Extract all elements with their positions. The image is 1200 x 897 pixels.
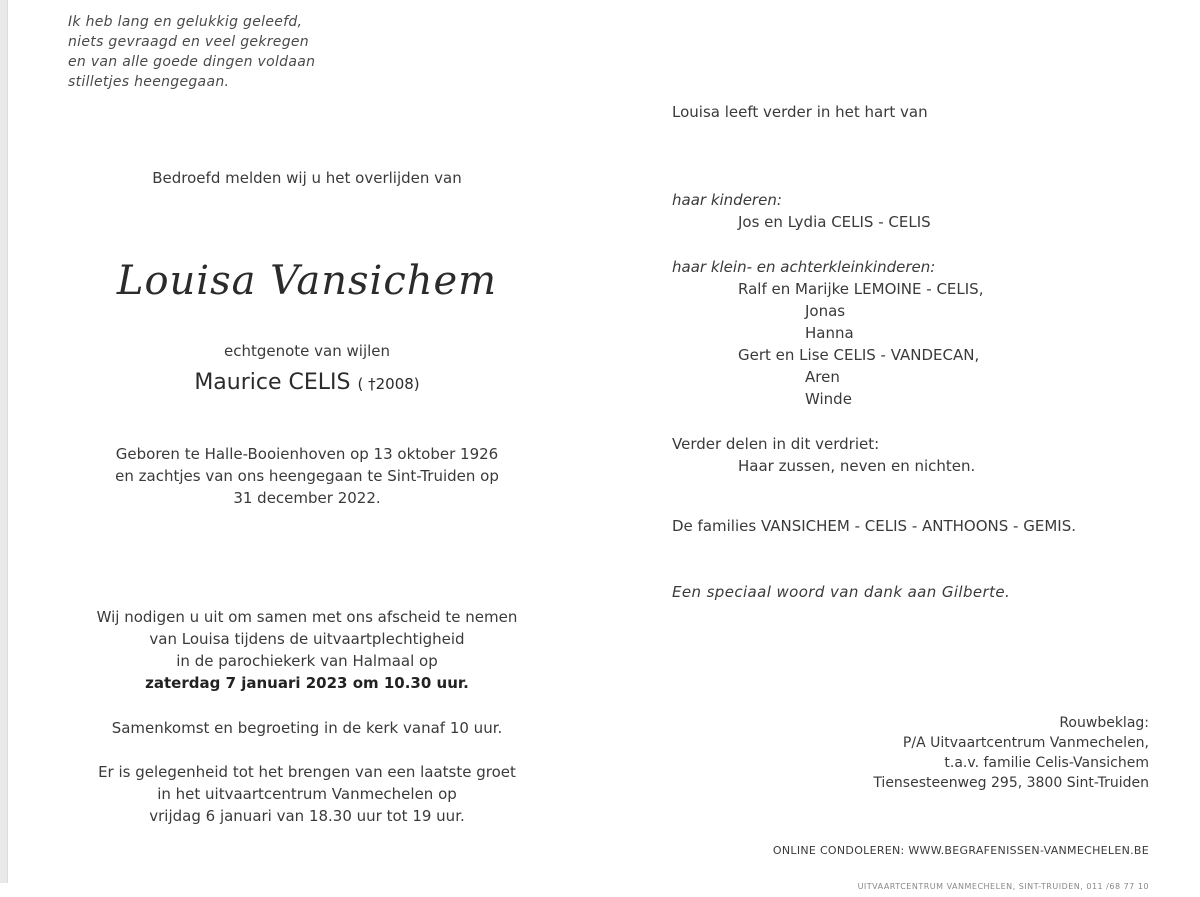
online-condolence: ONLINE CONDOLEREN: WWW.BEGRAFENISSEN-VANMECHELEN.BE <box>772 844 1149 857</box>
further-section <box>672 433 1152 477</box>
text-line: Geboren te Halle-Booienhoven op 13 oktober 1926 <box>115 445 499 463</box>
condolence-address <box>873 713 1149 793</box>
grandchild-line: Winde <box>805 390 852 408</box>
grandchildren-label: haar klein- en achterkleinkinderen: <box>672 258 936 276</box>
funeral-date: zaterdag 7 januari 2023 om 10.30 uur. <box>145 674 469 692</box>
address-line: Tiensesteenweg 295, 3800 Sint-Truiden <box>873 775 1149 791</box>
spouse-death-year: ( †2008) <box>357 375 420 393</box>
poem-line: niets gevraagd en veel gekregen <box>68 34 309 50</box>
text-line: Wij nodigen u uit om samen met ons afscheid te nemen <box>96 608 518 626</box>
grandchild-line: Aren <box>805 368 840 386</box>
page-edge <box>0 0 8 883</box>
invitation <box>57 606 557 694</box>
poem-line: en van alle goede dingen voldaan <box>68 54 316 70</box>
text-line: in de parochiekerk van Halmaal op <box>176 652 438 670</box>
spouse <box>57 370 557 395</box>
text-line: Er is gelegenheid tot het brengen van een laatste groet <box>98 763 516 781</box>
greeting-text <box>57 761 557 827</box>
grandchild-line: Hanna <box>805 324 854 342</box>
spouse-name: Maurice CELIS <box>194 370 351 395</box>
address-line: P/A Uitvaartcentrum Vanmechelen, <box>902 735 1149 751</box>
footer-text: UITVAARTCENTRUM VANMECHELEN, SINT-TRUIDEN, 011 /68 77 10 <box>857 882 1149 891</box>
grandchildren-section <box>672 256 1152 410</box>
children-label: haar kinderen: <box>672 191 782 209</box>
poem-line: Ik heb lang en gelukkig geleefd, <box>68 14 303 30</box>
deceased-name: Louisa Vansichem <box>116 258 498 304</box>
meeting-text: Samenkomst en begroeting in de kerk vanaf 10 uur. <box>111 719 503 737</box>
birth-death-text <box>57 443 557 509</box>
text-line: in het uitvaartcentrum Vanmechelen op <box>157 785 457 803</box>
announcement: Bedroefd melden wij u het overlijden van <box>152 169 462 187</box>
children-section <box>672 189 1152 233</box>
grandchild-line: Jonas <box>805 302 846 320</box>
poem-line: stilletjes heengegaan. <box>68 74 230 90</box>
text-line: van Louisa tijdens de uitvaartplechtigheid <box>149 630 465 648</box>
text-line: 31 december 2022. <box>233 489 381 507</box>
text-line: vrijdag 6 januari van 18.30 uur tot 19 uur. <box>149 807 465 825</box>
thanks: Een speciaal woord van dank aan Gilberte. <box>672 583 1011 601</box>
grandchild-line: Ralf en Marijke LEMOINE - CELIS, <box>738 280 984 298</box>
poem <box>68 12 315 92</box>
address-line: Rouwbeklag: <box>1059 715 1149 731</box>
address-line: t.a.v. familie Celis-Vansichem <box>944 755 1149 771</box>
spouse-intro: echtgenote van wijlen <box>223 342 391 360</box>
grandchild-line: Gert en Lise CELIS - VANDECAN, <box>738 346 980 364</box>
children-names: Jos en Lydia CELIS - CELIS <box>738 213 931 231</box>
further-names: Haar zussen, neven en nichten. <box>738 457 976 475</box>
lives-on: Louisa leeft verder in het hart van <box>672 103 928 121</box>
further-label: Verder delen in dit verdriet: <box>672 435 880 453</box>
text-line: en zachtjes van ons heengegaan te Sint-Truiden op <box>115 467 499 485</box>
families: De families VANSICHEM - CELIS - ANTHOONS - GEMIS. <box>672 517 1076 535</box>
